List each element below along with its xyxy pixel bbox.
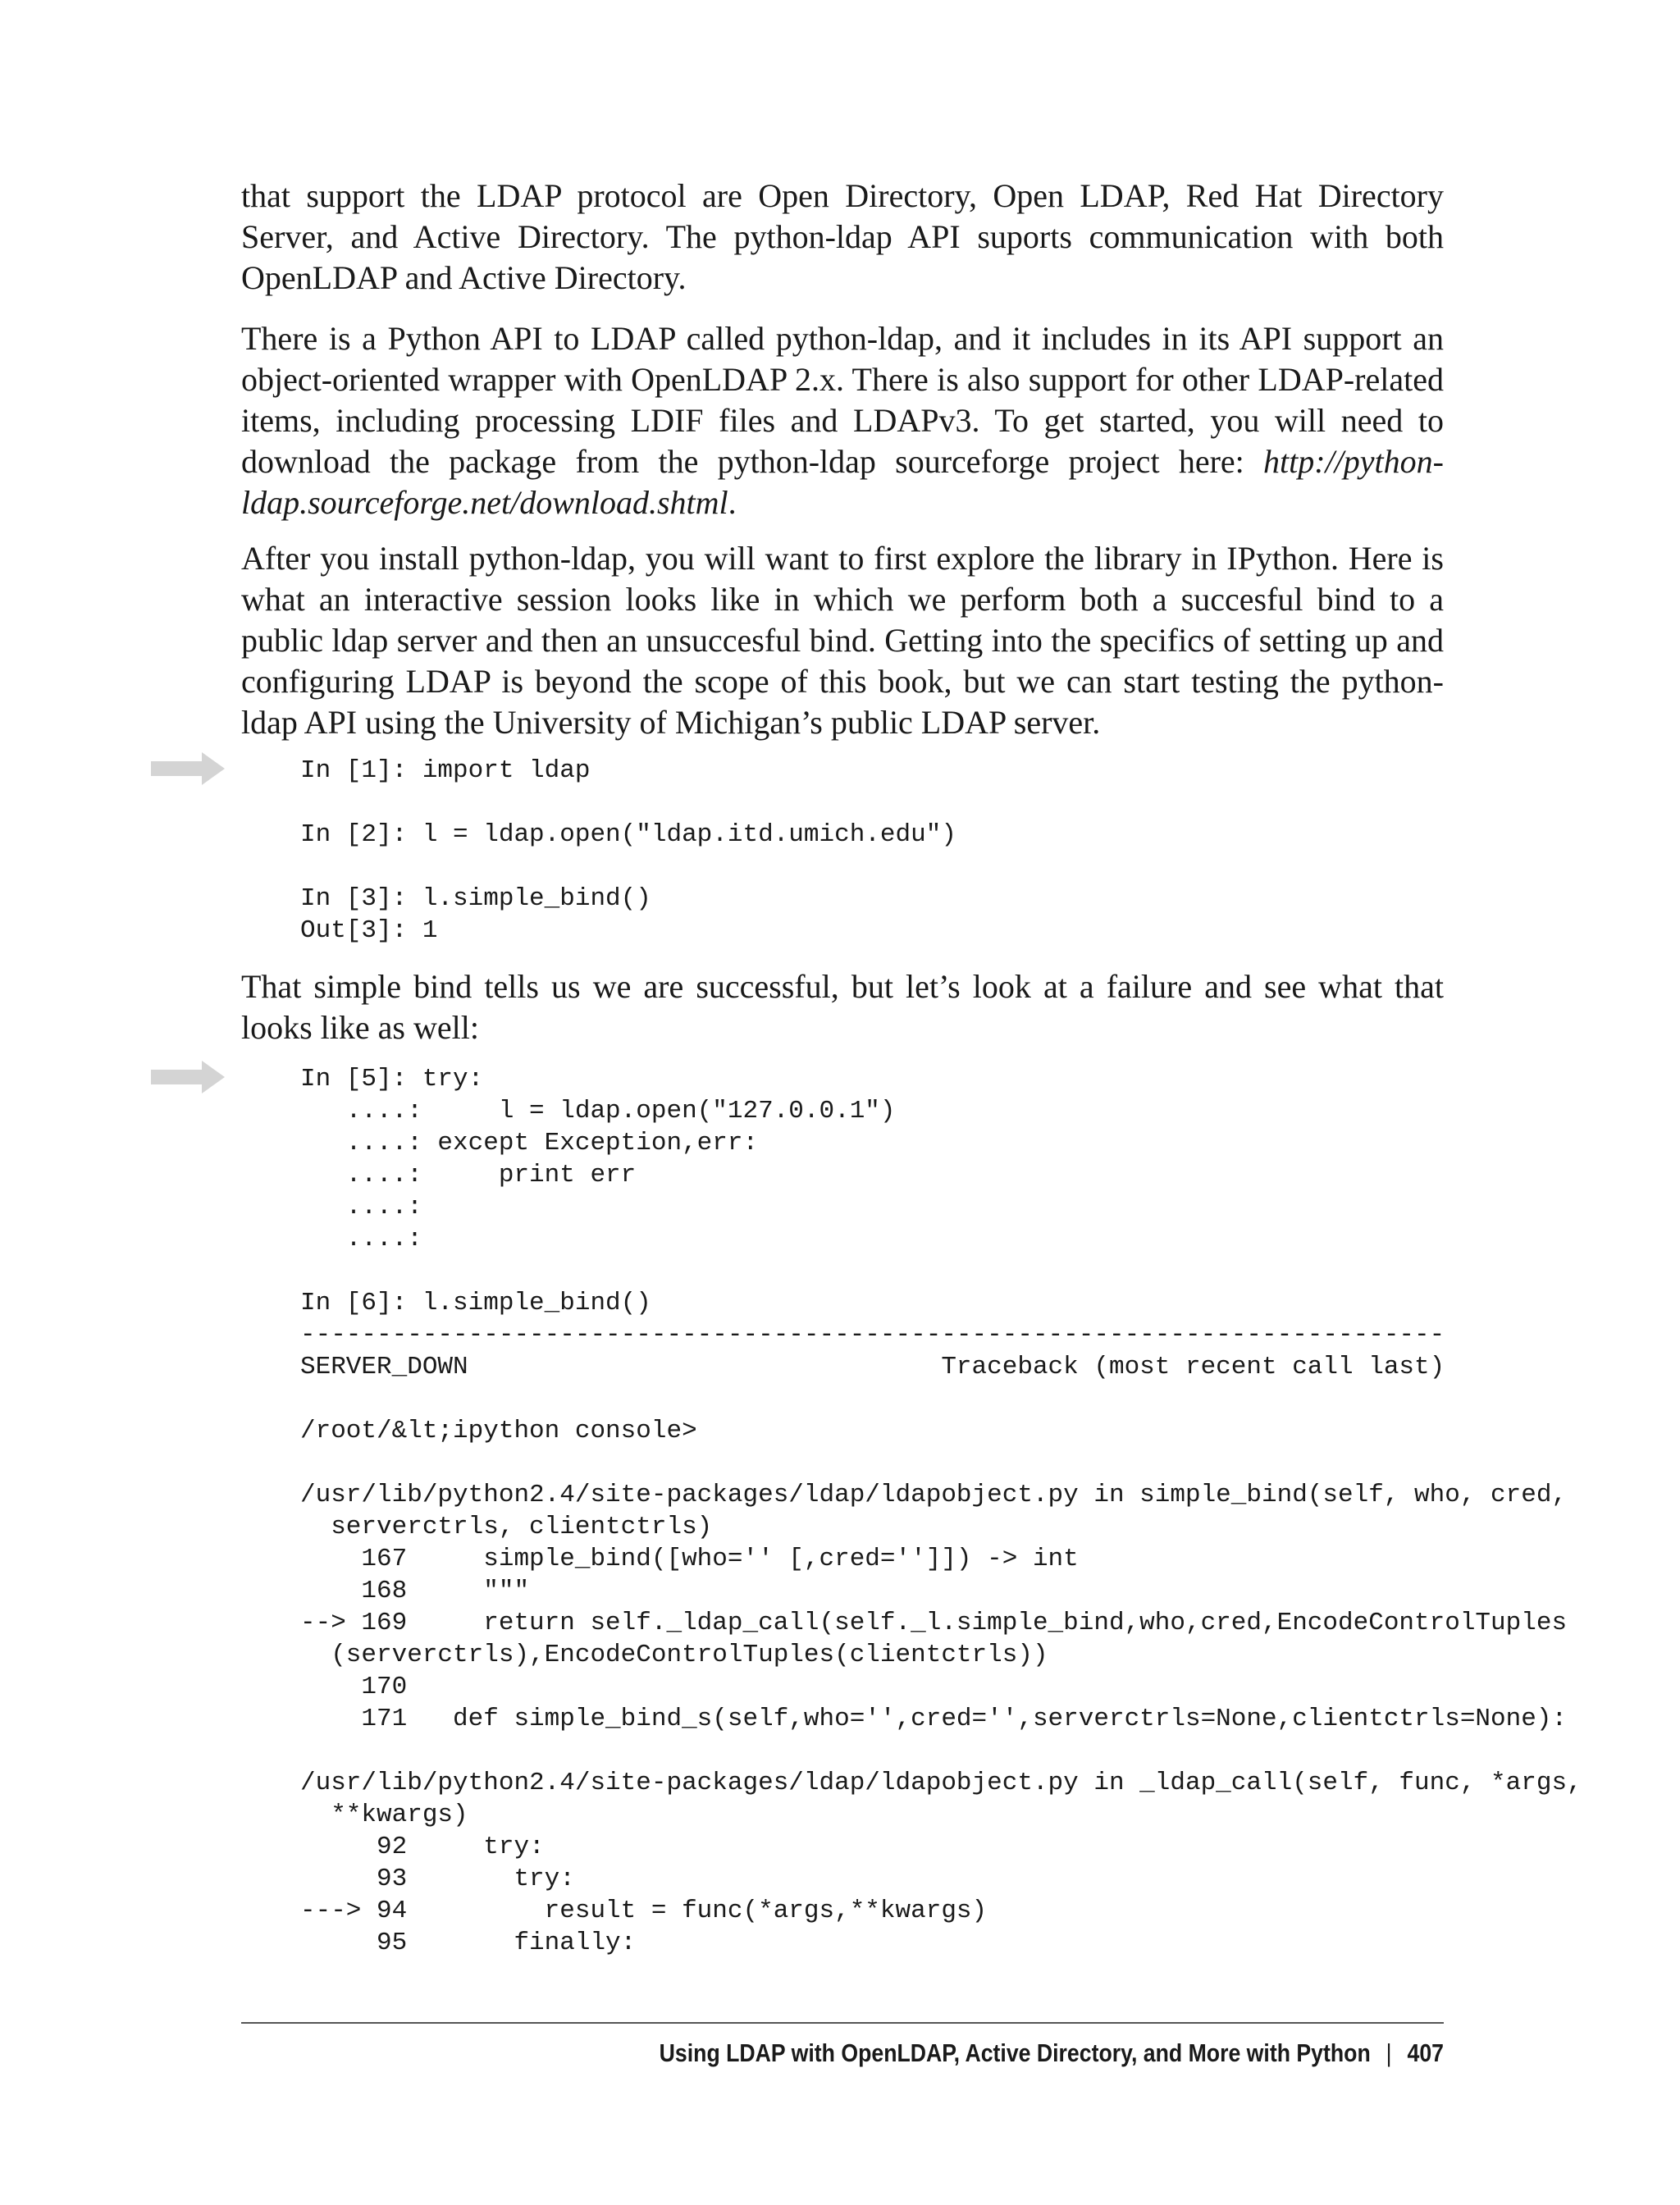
paragraph-python-ldap-api [241, 318, 1444, 523]
paragraph-ipython-session: After you install python-ldap, you will want to first explore the library in IPython. Here is what an interactive session looks like in which we perform both a succesful bind to a public ldap server and then an unsuccesful bind. Getting into the specifics of setting up and configuring LDAP is beyond the scope of this book, but we can start testing the python-ldap API using the University of Michigan’s public LDAP server. [241, 540, 1444, 741]
code-block-simple-bind: In [1]: import ldap In [2]: l = ldap.open("ldap.itd.umich.edu") In [3]: l.simple_bind() Out[3]: 1 [300, 756, 956, 945]
right-arrow-icon [151, 1061, 225, 1093]
running-title: Using LDAP with OpenLDAP, Active Directory, and More with Python [659, 2038, 1371, 2067]
paragraph-ldap-servers: that support the LDAP protocol are Open Directory, Open LDAP, Red Hat Directory Server, and Active Directory. The python-ldap API suports communication with both OpenLDAP and Active Directory. [241, 177, 1444, 296]
right-arrow-icon [151, 752, 225, 785]
code-block-traceback: In [5]: try: ....: l = ldap.open("127.0.0.1") ....: except Exception,err: ....: print err ....: ....: In [6]: l.simple_bind() --------------------------------------------------------------------------- SERVER_DOWN Traceback (most recent call last) /root/&lt;ipython console> /usr/lib/python2.4/site-packages/ldap/ldapobject.py in simple_bind(self, who, cred, serverctrls, clientctrls) 167 simple_bind([who='' [,cred='']]) -> int 168 """ --> 169 return self._ldap_call(self._l.simple_bind,who,cred,EncodeControlTuples (serverctrls),EncodeControlTuples(clientctrls)) 170 171 def simple_bind_s(self,who='',cred='',serverctrls=None,clientctrls=None): /usr/lib/python2.4/site-packages/ldap/ldapobject.py in _ldap_call(self, func, *args, **kwargs) 92 try: 93 try: ---> 94 result = func(*args,**kwargs) 95 finally: [300, 1065, 1582, 1957]
paragraph-python-ldap-api-end: . [728, 484, 737, 521]
download-url: http://python-ldap.sourceforge.net/download.shtml [241, 443, 1444, 521]
page-footer [660, 2033, 1444, 2074]
footer-divider [241, 2022, 1444, 2024]
paragraph-failure: That simple bind tells us we are successful, but let’s look at a failure and see what that looks like as well: [241, 968, 1444, 1046]
footer-separator: | [1386, 2038, 1392, 2067]
paragraph-python-ldap-api-text: There is a Python API to LDAP called python-ldap, and it includes in its API support an object-oriented wrapper with OpenLDAP 2.x. There is also support for other LDAP-related items, including processing LDIF files and LDAPv3. To get started, you will need to download the package from the python-ldap sourceforge project here: [241, 320, 1444, 480]
page-number: 407 [1407, 2038, 1444, 2067]
